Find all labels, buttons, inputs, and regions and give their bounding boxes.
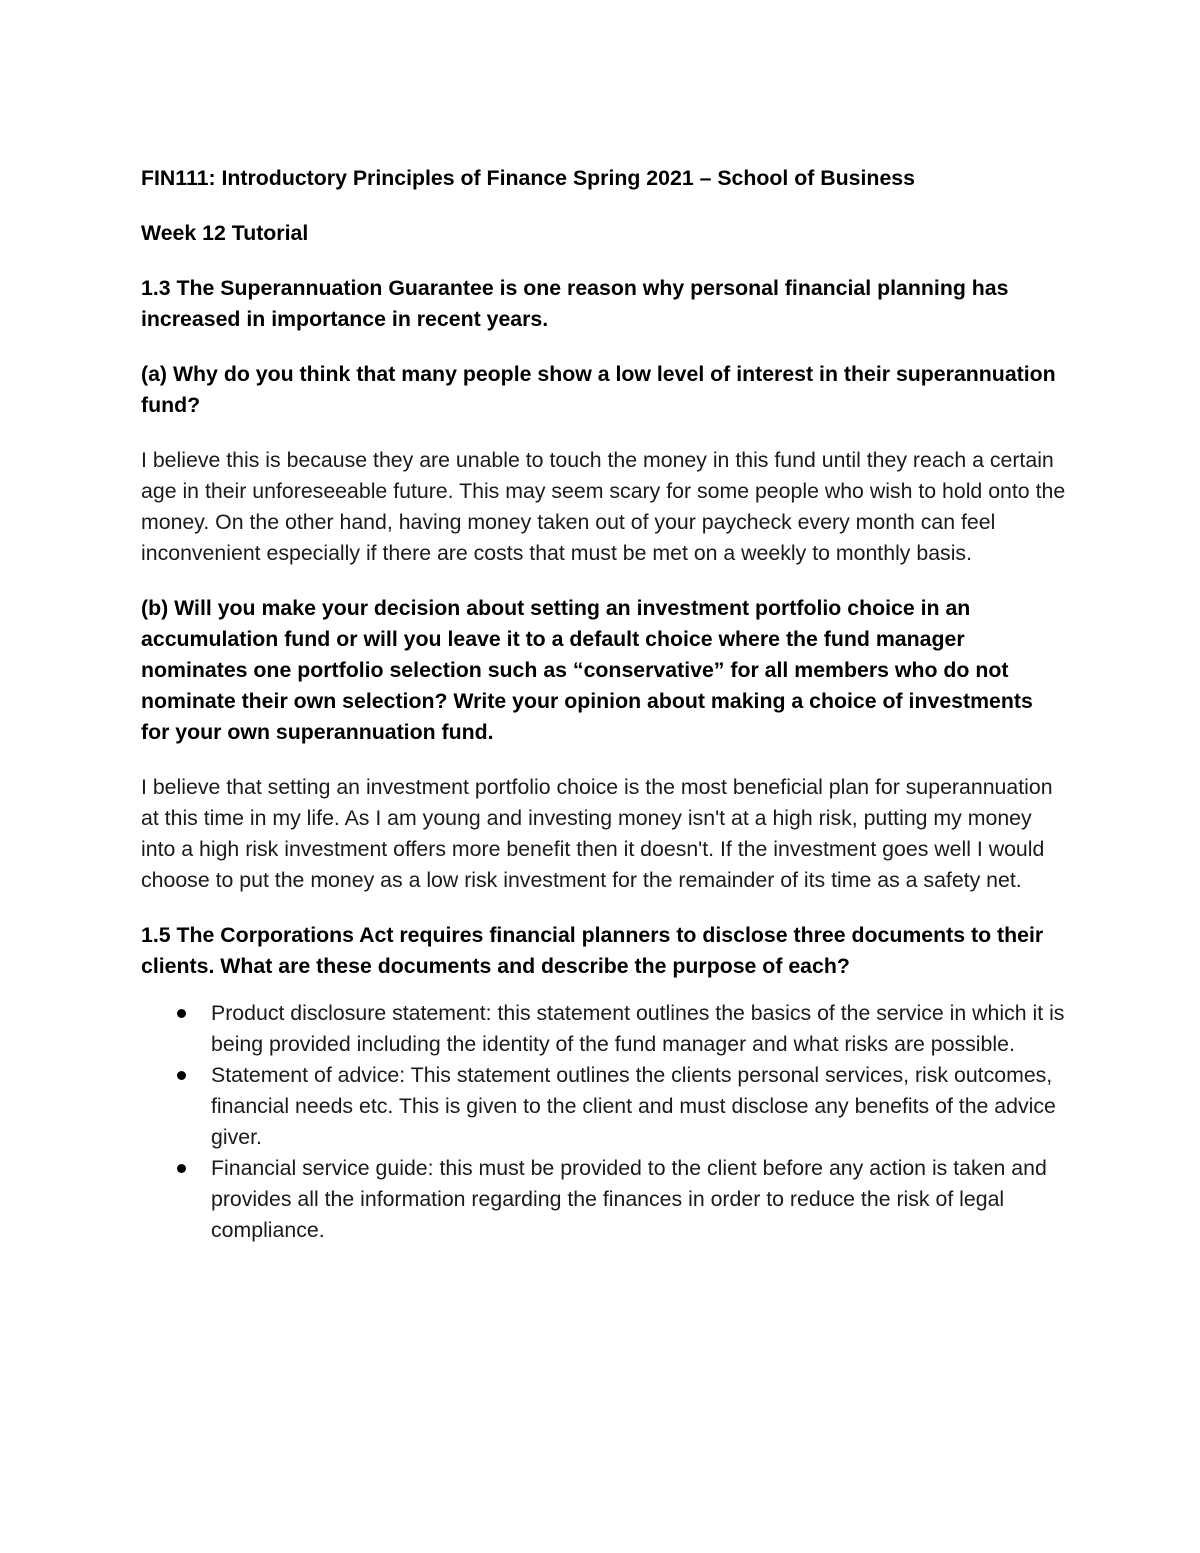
bullet-icon <box>177 1164 186 1173</box>
answer-1-3-b: I believe that setting an investment portfolio choice is the most beneficial plan for superannuation at this time in my life. As I am young and investing money isn't at a high risk, putting my money into a high risk investment offers more benefit then it doesn't. If the investment goes well I would choose to put the money as a low risk investment for the remainder of its time as a safety net. <box>141 775 1053 892</box>
question-1-3-a: (a) Why do you think that many people show a low level of interest in their superannuation fund? <box>141 362 1056 417</box>
list-item <box>141 998 1066 1060</box>
answer-1-5-list <box>141 998 1066 1246</box>
bullet-icon <box>177 1071 186 1080</box>
list-item-text: Statement of advice: This statement outlines the clients personal services, risk outcomes, financial needs etc. This is given to the client and must disclose any benefits of the advice giver. <box>211 1063 1056 1149</box>
list-item-text: Financial service guide: this must be provided to the client before any action is taken and provides all the information regarding the finances in order to reduce the risk of legal compliance. <box>211 1156 1047 1242</box>
list-item <box>141 1153 1066 1246</box>
bullet-icon <box>177 1009 186 1018</box>
question-1-3: 1.3 The Superannuation Guarantee is one reason why personal financial planning has increased in importance in recent years. <box>141 276 1009 331</box>
question-1-5: 1.5 The Corporations Act requires financial planners to disclose three documents to their clients. What are these documents and describe the purpose of each? <box>141 923 1044 978</box>
document-subtitle: Week 12 Tutorial <box>141 221 309 245</box>
document-title: FIN111: Introductory Principles of Finance Spring 2021 – School of Business <box>141 166 915 190</box>
list-item <box>141 1060 1066 1153</box>
document-page <box>141 163 1066 1246</box>
answer-1-3-a: I believe this is because they are unable to touch the money in this fund until they reach a certain age in their unforeseeable future. This may seem scary for some people who wish to hold onto the money. On the other hand, having money taken out of your paycheck every month can feel inconvenient especially if there are costs that must be met on a weekly to monthly basis. <box>141 448 1066 565</box>
question-1-3-b: (b) Will you make your decision about setting an investment portfolio choice in an accumulation fund or will you leave it to a default choice where the fund manager nominates one portfolio selection such as “conservative” for all members who do not nominate their own selection? Write your opinion about making a choice of investments for your own superannuation fund. <box>141 596 1033 744</box>
list-item-text: Product disclosure statement: this statement outlines the basics of the service in which it is being provided including the identity of the fund manager and what risks are possible. <box>211 1001 1065 1056</box>
